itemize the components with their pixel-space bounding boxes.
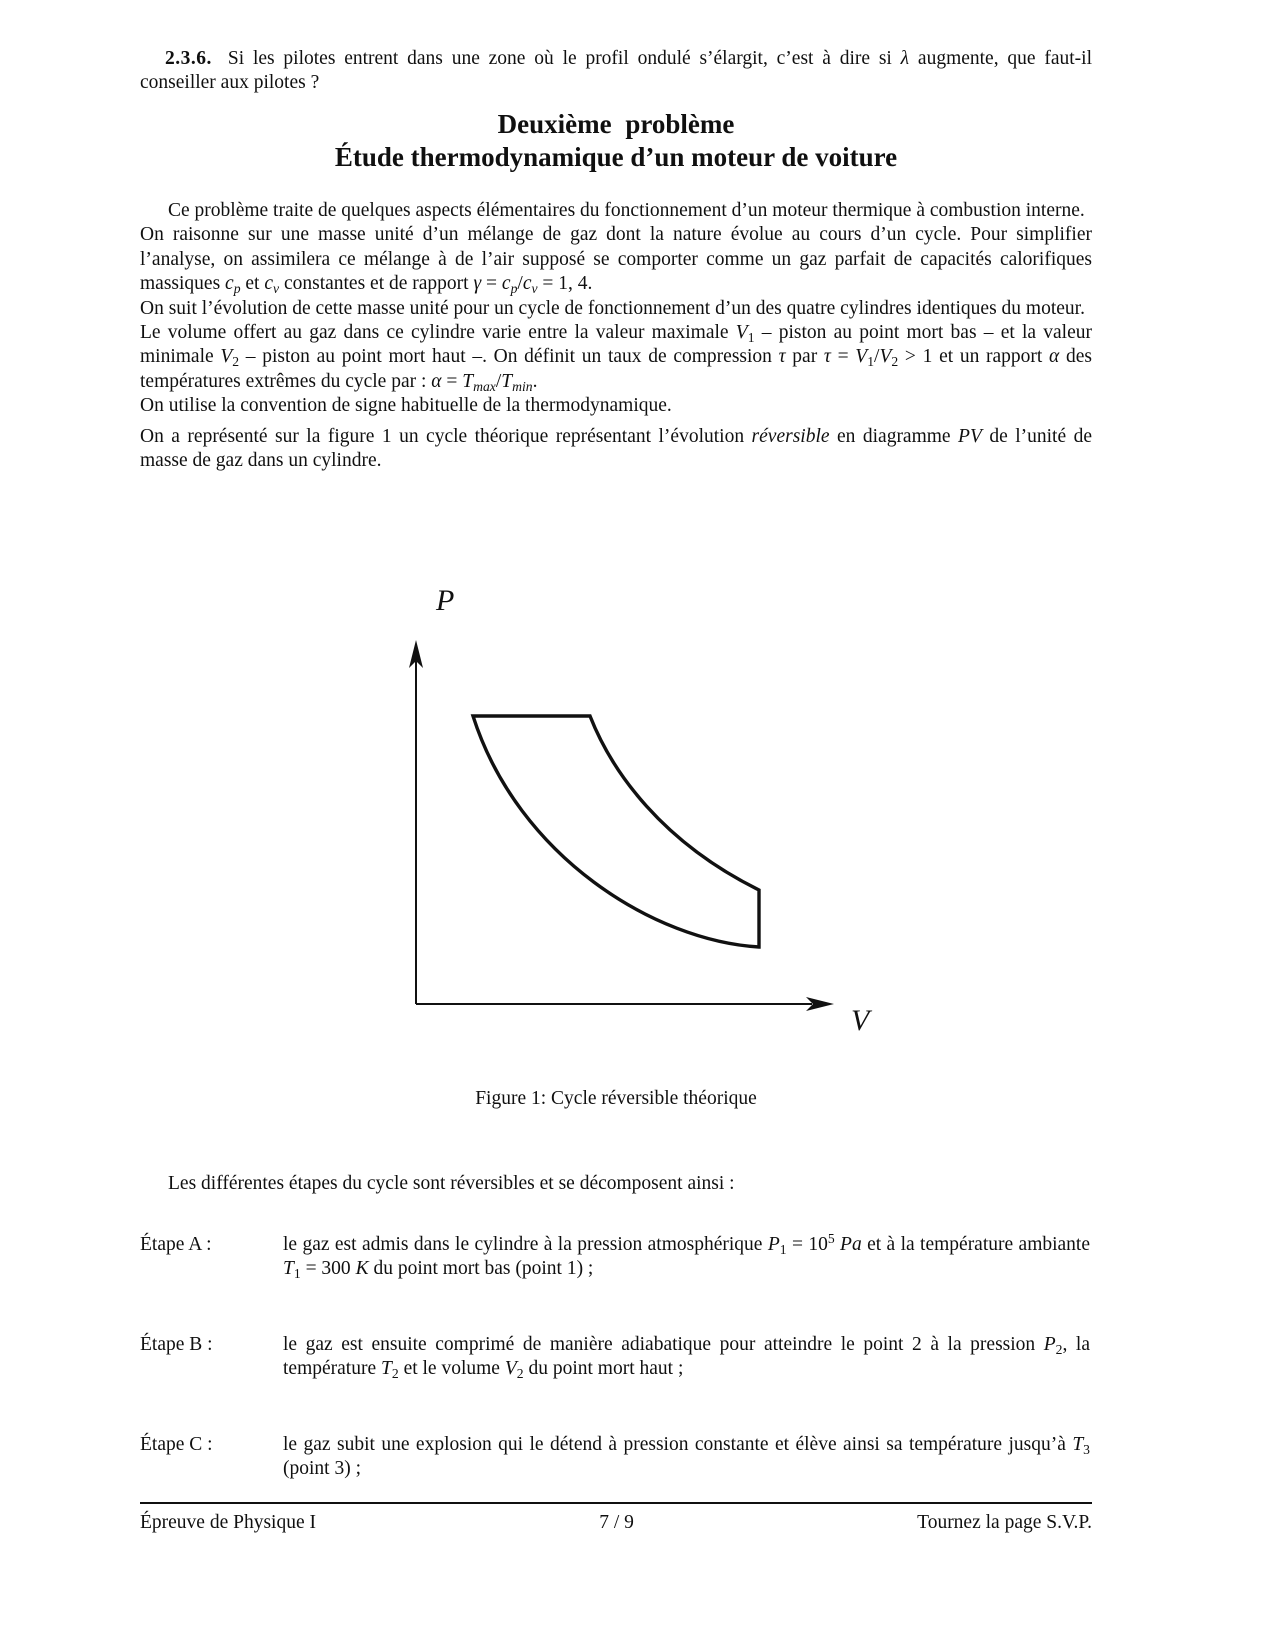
problem-title: Deuxième problème bbox=[497, 109, 735, 139]
cycle-path bbox=[473, 716, 759, 947]
step-c-text: le gaz subit une explosion qui le détend à pression constante et élève ainsi sa température jusqu’à T3 (point 3) ; bbox=[283, 1434, 1090, 1480]
question-2-3-6 bbox=[140, 47, 1092, 96]
footer-page-number: 7 / 9 bbox=[599, 1512, 634, 1533]
v-axis-label: V bbox=[851, 1004, 870, 1037]
step-a-label: Étape A : bbox=[140, 1234, 212, 1255]
step-b-label: Étape B : bbox=[140, 1334, 213, 1355]
footer-exam-name: Épreuve de Physique I bbox=[140, 1512, 316, 1533]
problem-subtitle: Étude thermodynamique d’un moteur de voiture bbox=[334, 142, 898, 172]
pv-diagram-figure bbox=[360, 555, 880, 1025]
intro-paragraph-6: On a représenté sur la figure 1 un cycle théorique représentant l’évolution réversible en diagramme PV de l’unité de masse de gaz dans un cylindre. bbox=[140, 425, 1092, 472]
question-number: 2.3.6. bbox=[165, 47, 212, 69]
intro-paragraph-2: On raisonne sur une masse unité d’un mélange de gaz dont la nature évolue au cours d’un cycle. Pour simplifier l’analyse, on assimilera ce mélange à de l’air supposé se comporter comme un gaz parfait de capacités calorifiques massiques cp et cv constantes et de rapport γ = cp/cv = 1, 4. bbox=[140, 224, 1092, 297]
step-a-text: le gaz est admis dans le cylindre à la pression atmosphérique $P1 = 10^5$ Pa et à la température ambiante T1 = 300 K du point mort bas (point 1) ; bbox=[283, 1231, 1091, 1282]
intro-section bbox=[140, 199, 1092, 473]
problem-title-block bbox=[140, 108, 1092, 174]
intro-paragraph-5: On utilise la convention de signe habituelle de la thermodynamique. bbox=[140, 395, 672, 417]
intro-paragraph-1: Ce problème traite de quelques aspects élémentaires du fonctionnement d’un moteur thermique à combustion interne. bbox=[168, 200, 1085, 221]
pv-diagram-svg bbox=[360, 555, 880, 1025]
figure-caption: Figure 1: Cycle réversible théorique bbox=[475, 1088, 757, 1109]
intro-paragraph-4: Le volume offert au gaz dans ce cylindre varie entre la valeur maximale V1 – piston au point mort bas – et la valeur minimale V2 – piston au point mort haut –. On définit un taux de compression τ par τ = V1/V2 > 1 et un rapport α des températures extrêmes du cycle par : α = Tmax/Tmin. bbox=[140, 322, 1092, 394]
step-c-label: Étape C : bbox=[140, 1434, 213, 1455]
footer-rule bbox=[140, 1502, 1092, 1504]
steps-intro: Les différentes étapes du cycle sont réversibles et se décomposent ainsi : bbox=[168, 1172, 735, 1194]
p-axis-label: P bbox=[436, 584, 455, 617]
intro-paragraph-3: On suit l’évolution de cette masse unité pour un cycle de fonctionnement d’un des quatre cylindres identiques du moteur. bbox=[140, 297, 1085, 319]
footer-turn-page-note: Tournez la page S.V.P. bbox=[917, 1512, 1092, 1533]
footer bbox=[140, 1512, 1092, 1534]
step-b-text: le gaz est ensuite comprimé de manière adiabatique pour atteindre le point 2 à la pression P2, la température T2 et le volume V2 du point mort haut ; bbox=[283, 1334, 1090, 1382]
question-text: Si les pilotes entrent dans une zone où le profil ondulé s’élargit, c’est à dire si λ augmente, que faut-il conseiller aux pilotes ? bbox=[140, 47, 1092, 93]
